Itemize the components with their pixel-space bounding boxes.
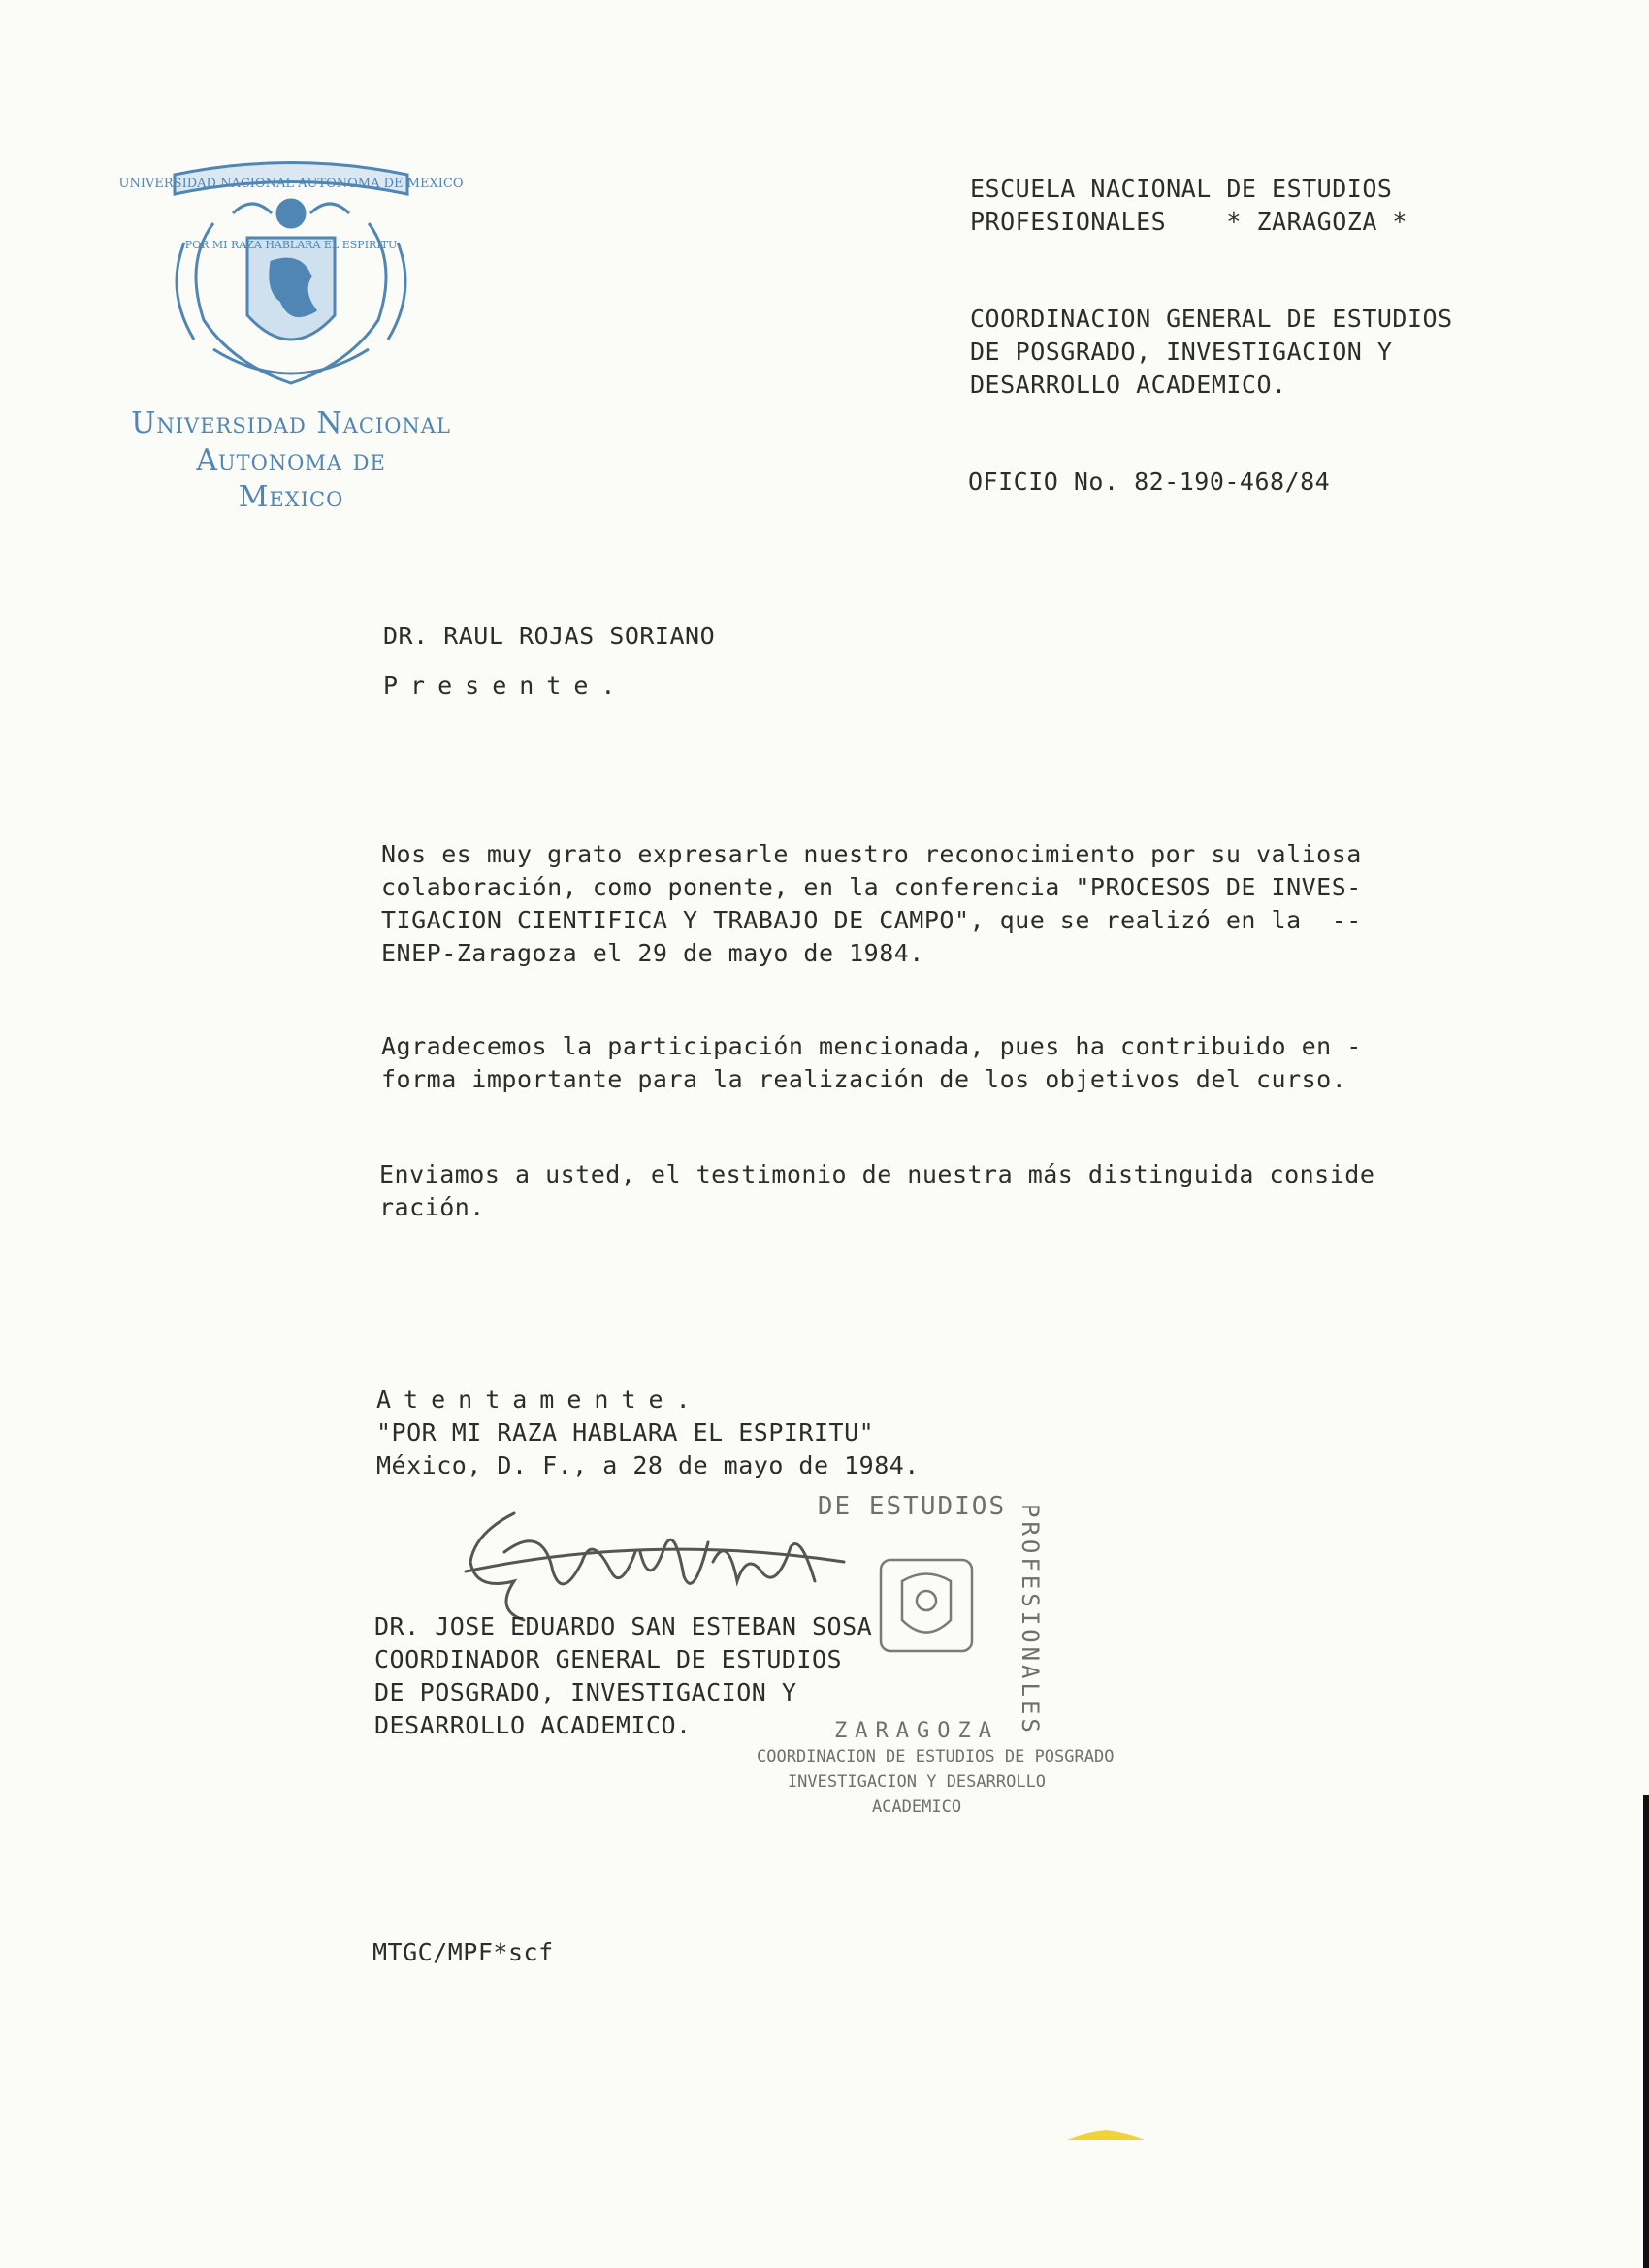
signatory-line-1: DR. JOSE EDUARDO SAN ESTEBAN SOSA bbox=[374, 1612, 873, 1640]
recipient-name: DR. RAUL ROJAS SORIANO bbox=[383, 622, 716, 650]
yellow-mark bbox=[1067, 2130, 1145, 2140]
stamp-top-text: DE ESTUDIOS bbox=[817, 1492, 1007, 1521]
school-header bbox=[970, 173, 1407, 239]
dept-line-2: DE POSGRADO, INVESTIGACION Y bbox=[970, 338, 1393, 366]
stamp-bottom bbox=[757, 1719, 1115, 1820]
seal-motto: POR MI RAZA HABLARA EL ESPIRITU bbox=[184, 239, 398, 251]
p1-line-4: ENEP-Zaragoza el 29 de mayo de 1984. bbox=[381, 939, 924, 967]
paragraph-2 bbox=[381, 1030, 1362, 1096]
p3-line-1: Enviamos a usted, el testimonio de nuestra más distinguida conside bbox=[379, 1160, 1375, 1188]
university-line-1: Universidad Nacional bbox=[131, 406, 451, 440]
stamp-bottom-line-3: INVESTIGACION Y DESARROLLO bbox=[787, 1772, 1047, 1792]
recipient-greeting: Presente. bbox=[383, 671, 629, 699]
department-header bbox=[970, 303, 1453, 402]
signatory-line-2: COORDINADOR GENERAL DE ESTUDIOS bbox=[374, 1645, 843, 1673]
stamp-seal-icon bbox=[873, 1552, 980, 1659]
university-line-2: Autonoma de bbox=[196, 443, 386, 477]
paragraph-1 bbox=[381, 838, 1362, 970]
closing-place-date: México, D. F., a 28 de mayo de 1984. bbox=[376, 1451, 920, 1479]
school-line-2: PROFESIONALES * ZARAGOZA * bbox=[970, 208, 1407, 236]
signatory-line-3: DE POSGRADO, INVESTIGACION Y bbox=[374, 1678, 797, 1706]
unam-seal-icon bbox=[118, 155, 464, 403]
p3-line-2: ración. bbox=[379, 1193, 485, 1221]
p2-line-2: forma importante para la realización de los objetivos del curso. bbox=[381, 1065, 1347, 1093]
closing-salutation: Atentamente. bbox=[376, 1385, 703, 1413]
dept-line-1: COORDINACION GENERAL DE ESTUDIOS bbox=[970, 305, 1453, 333]
stamp-bottom-line-1: ZARAGOZA bbox=[834, 1719, 999, 1743]
university-name bbox=[107, 405, 475, 516]
paragraph-3 bbox=[379, 1158, 1374, 1224]
p1-line-1: Nos es muy grato expresarle nuestro reconocimiento por su valiosa bbox=[381, 840, 1362, 868]
stamp-bottom-line-2: COORDINACION DE ESTUDIOS DE POSGRADO bbox=[757, 1747, 1115, 1766]
stamp-side-text: PROFESIONALES bbox=[1017, 1504, 1044, 1736]
oficio-number: OFICIO No. 82-190-468/84 bbox=[968, 468, 1331, 496]
closing-motto: "POR MI RAZA HABLARA EL ESPIRITU" bbox=[376, 1418, 875, 1446]
reference-initials: MTGC/MPF*scf bbox=[372, 1938, 554, 1966]
school-line-1: ESCUELA NACIONAL DE ESTUDIOS bbox=[970, 175, 1393, 203]
p1-line-3: TIGACION CIENTIFICA Y TRABAJO DE CAMPO", que se realizó en la -- bbox=[381, 906, 1362, 934]
stamp-bottom-line-4: ACADEMICO bbox=[871, 1798, 962, 1817]
signatory-line-4: DESARROLLO ACADEMICO. bbox=[374, 1711, 692, 1739]
p2-line-1: Agradecemos la participación mencionada, pues ha contribuido en - bbox=[381, 1032, 1362, 1060]
official-stamp bbox=[757, 1492, 1115, 1863]
dept-line-3: DESARROLLO ACADEMICO. bbox=[970, 371, 1287, 399]
p1-line-2: colaboración, como ponente, en la conferencia "PROCESOS DE INVES- bbox=[381, 873, 1362, 901]
scan-edge-shadow bbox=[1643, 1795, 1649, 2268]
seal-text: UNIVERSIDAD NACIONAL AUTONOMA DE MEXICO bbox=[118, 177, 464, 191]
university-line-3: Mexico bbox=[238, 480, 344, 514]
